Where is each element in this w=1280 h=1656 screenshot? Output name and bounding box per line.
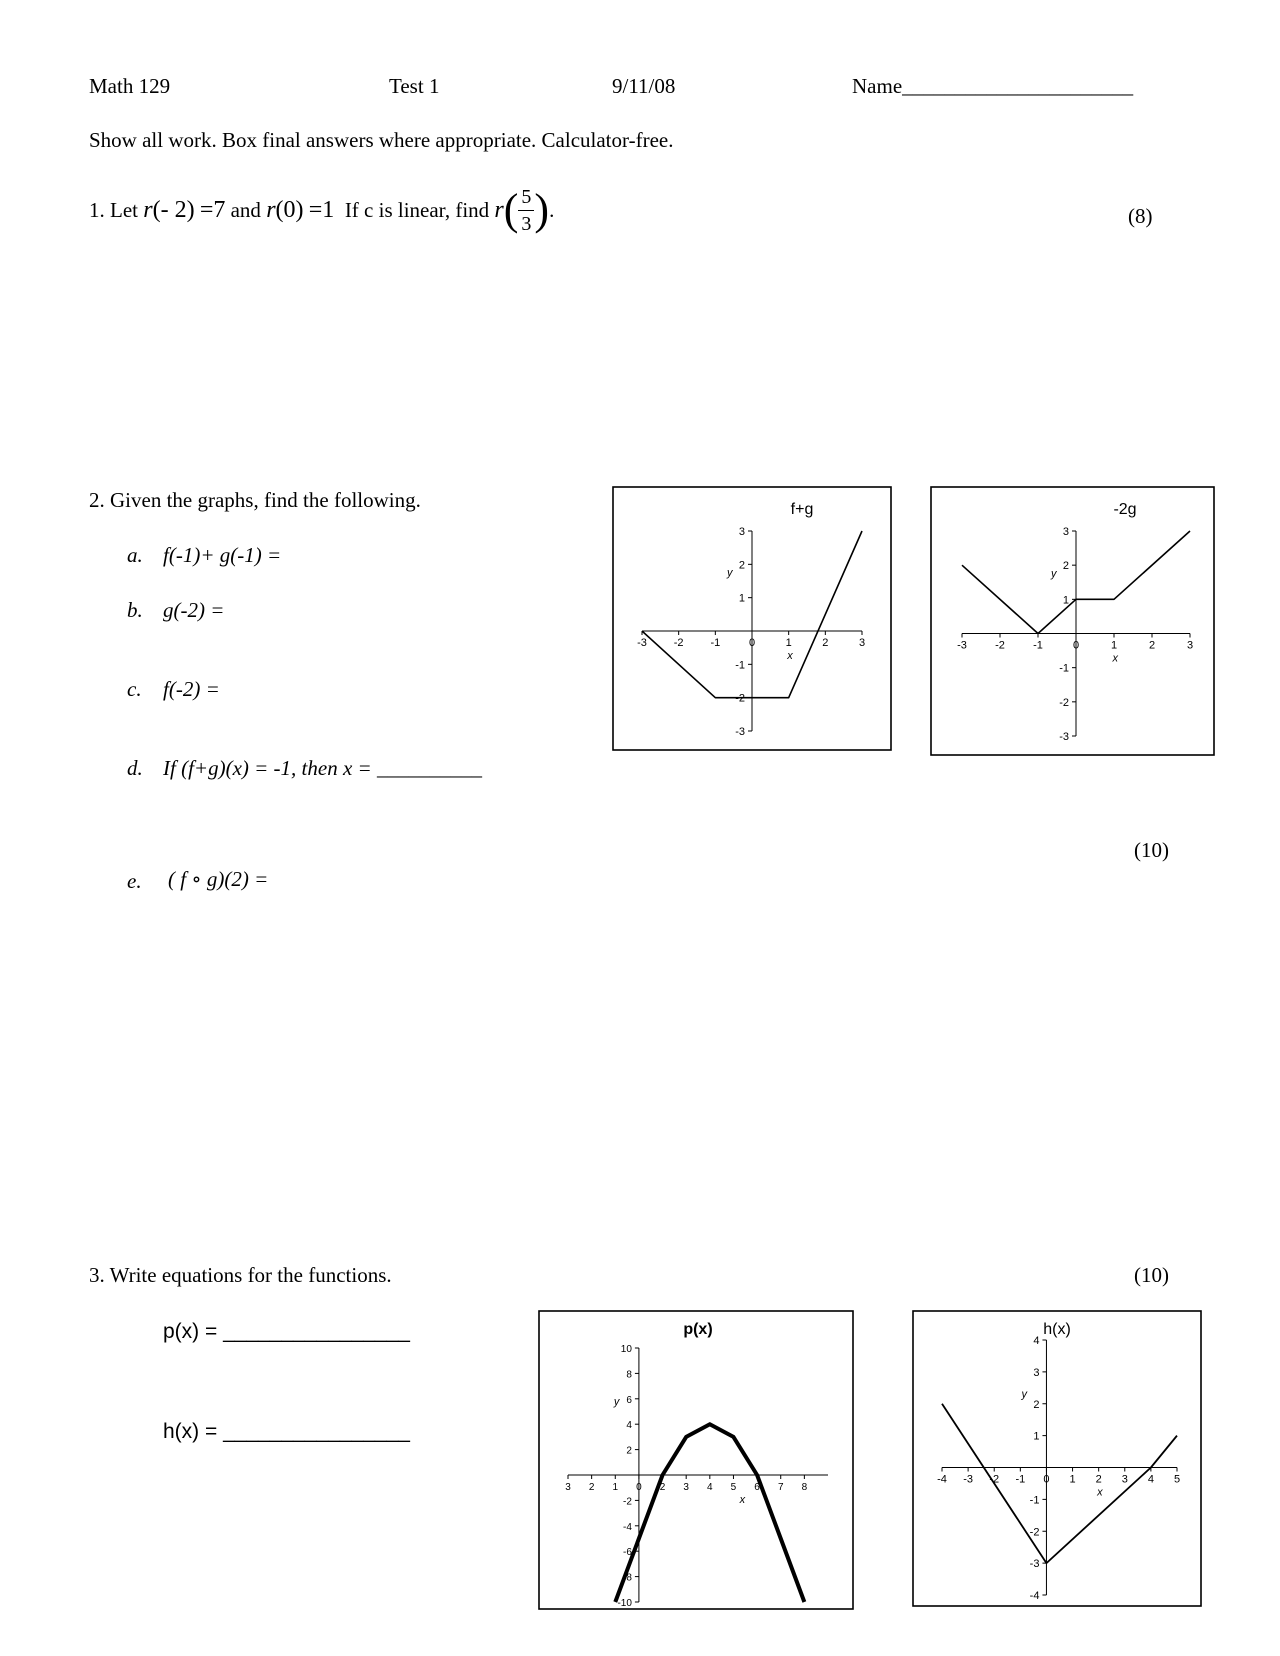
y-tick-label: 2 bbox=[738, 559, 745, 572]
x-tick-label: 1 bbox=[612, 1482, 619, 1493]
x-tick-label: -2 bbox=[995, 639, 1005, 652]
x-tick-label: -1 bbox=[710, 637, 721, 649]
q1-eq1: =7 bbox=[199, 196, 226, 223]
x-tick-label: -3 bbox=[637, 637, 647, 649]
y-tick-label: 1 bbox=[1062, 594, 1069, 607]
p-answer-line[interactable]: p(x) = ________________ bbox=[163, 1320, 410, 1343]
x-axis-label: x bbox=[1112, 652, 1118, 665]
q1-and: and bbox=[230, 197, 261, 222]
question-1 bbox=[89, 178, 554, 242]
q2-points: (10) bbox=[1134, 838, 1169, 862]
graph-title: f+g bbox=[790, 501, 814, 518]
q3-points: (10) bbox=[1134, 1263, 1169, 1287]
q2-prompt: 2. Given the graphs, find the following. bbox=[89, 488, 421, 512]
y-tick-label: 3 bbox=[1033, 1366, 1040, 1379]
x-tick-label: 2 bbox=[659, 1482, 666, 1493]
q2-part-c-text: f(-2) = bbox=[163, 677, 220, 701]
y-tick-label: -1 bbox=[1059, 662, 1069, 675]
x-tick-label: 0 bbox=[636, 1482, 642, 1493]
q1-r3: r bbox=[494, 196, 504, 223]
test-date: 9/11/08 bbox=[612, 74, 676, 98]
q1-number: 1. Let bbox=[89, 197, 138, 222]
q2-part-e-text: ( f ∘ g)(2) = bbox=[168, 867, 269, 891]
q1-eq2: =1 bbox=[308, 196, 335, 223]
y-tick-label: -1 bbox=[1029, 1494, 1040, 1507]
x-axis-label: x bbox=[787, 650, 793, 662]
x-tick-label: 2 bbox=[1095, 1473, 1102, 1486]
y-tick-label: -2 bbox=[623, 1496, 632, 1508]
y-axis-label: y bbox=[1021, 1388, 1027, 1401]
x-tick-label: 3 bbox=[1186, 639, 1194, 652]
x-tick-label: -3 bbox=[957, 639, 967, 652]
q3-prompt: 3. Write equations for the functions. bbox=[89, 1263, 392, 1287]
x-tick-label: 0 bbox=[1072, 639, 1080, 652]
x-tick-label: 0 bbox=[748, 637, 756, 649]
q2-part-b-label: b. bbox=[127, 598, 143, 622]
fraction-five-thirds bbox=[518, 187, 534, 234]
course-title: Math 129 bbox=[89, 74, 171, 98]
graph-f-plus-g bbox=[612, 486, 892, 751]
x-tick-label: 2 bbox=[1148, 639, 1156, 652]
y-tick-label: 8 bbox=[626, 1369, 632, 1381]
x-tick-label: -1 bbox=[1015, 1473, 1026, 1486]
y-tick-label: -3 bbox=[1059, 731, 1069, 743]
y-tick-label: 4 bbox=[1033, 1335, 1040, 1347]
q1-period: . bbox=[549, 197, 555, 222]
y-tick-label: 6 bbox=[626, 1394, 632, 1406]
q1-r: r bbox=[143, 196, 153, 223]
q1-arg1: (- 2) bbox=[152, 196, 195, 223]
x-tick-label: 2 bbox=[588, 1482, 595, 1493]
x-tick-label: -4 bbox=[937, 1473, 947, 1486]
y-tick-label: -2 bbox=[735, 692, 745, 705]
y-tick-label: -3 bbox=[1029, 1558, 1040, 1571]
x-tick-label: 1 bbox=[1069, 1473, 1076, 1486]
x-tick-label: -2 bbox=[673, 637, 684, 649]
q2-part-d-label: d. bbox=[127, 756, 143, 780]
q1-text: If c is linear, find bbox=[344, 197, 490, 222]
x-tick-label: 3 bbox=[683, 1482, 689, 1493]
q1-r2: r bbox=[266, 196, 276, 223]
x-tick-label: 7 bbox=[777, 1482, 784, 1493]
test-title: Test 1 bbox=[389, 74, 440, 98]
y-tick-label: 2 bbox=[626, 1445, 632, 1457]
y-tick-label: 3 bbox=[738, 526, 745, 538]
graph-title: p(x) bbox=[683, 1321, 713, 1338]
graph-p bbox=[538, 1310, 854, 1610]
q2-part-a-text: f(-1)+ g(-1) = bbox=[163, 543, 282, 567]
y-axis-label: y bbox=[613, 1396, 620, 1409]
x-tick-label: 2 bbox=[822, 637, 829, 649]
y-tick-label: 2 bbox=[1062, 560, 1069, 573]
y-tick-label: -4 bbox=[623, 1521, 632, 1533]
y-tick-label: 1 bbox=[1033, 1430, 1040, 1443]
q2-part-e-label: e. bbox=[127, 869, 142, 893]
x-tick-label: 5 bbox=[730, 1482, 737, 1493]
x-tick-label: 5 bbox=[1173, 1473, 1181, 1486]
y-tick-label: -2 bbox=[1059, 696, 1069, 709]
x-axis-label: x bbox=[1097, 1486, 1103, 1499]
q2-part-a-label: a. bbox=[127, 543, 143, 567]
q1-arg2: (0) bbox=[275, 196, 304, 223]
q1-points: (8) bbox=[1128, 204, 1153, 228]
y-tick-label: -3 bbox=[735, 726, 745, 738]
y-tick-label: -2 bbox=[1029, 1526, 1040, 1539]
q2-part-b-text: g(-2) = bbox=[163, 598, 225, 622]
graph-title: -2g bbox=[1113, 501, 1137, 518]
x-tick-label: 3 bbox=[1121, 1473, 1128, 1486]
y-tick-label: 3 bbox=[1062, 526, 1069, 538]
x-tick-label: -2 bbox=[989, 1473, 1000, 1486]
x-tick-label: 1 bbox=[785, 637, 792, 649]
y-tick-label: 10 bbox=[620, 1344, 632, 1355]
y-tick-label: 2 bbox=[1033, 1398, 1040, 1411]
x-tick-label: -1 bbox=[1033, 639, 1043, 652]
x-tick-label: 6 bbox=[754, 1482, 760, 1493]
q2-part-d-text[interactable]: If (f+g)(x) = -1, then x = __________ bbox=[163, 756, 482, 780]
left-paren: ( bbox=[503, 185, 519, 234]
y-tick-label: 1 bbox=[738, 592, 745, 605]
x-axis-label: x bbox=[739, 1494, 746, 1506]
frac-numerator: 5 bbox=[521, 185, 532, 208]
graph-frame bbox=[539, 1311, 853, 1609]
h-answer-line[interactable]: h(x) = ________________ bbox=[163, 1420, 410, 1443]
y-tick-label: -1 bbox=[735, 659, 745, 672]
x-tick-label: 0 bbox=[1043, 1473, 1050, 1486]
instructions: Show all work. Box final answers where appropriate. Calculator-free. bbox=[89, 128, 674, 152]
x-tick-label: 4 bbox=[1147, 1473, 1154, 1486]
q2-part-c-label: c. bbox=[127, 677, 142, 701]
x-tick-label: 8 bbox=[801, 1482, 808, 1493]
graph-frame bbox=[931, 487, 1214, 755]
name-field[interactable]: Name______________________ bbox=[852, 74, 1134, 98]
graph-h bbox=[912, 1310, 1202, 1607]
y-tick-label: -10 bbox=[617, 1598, 632, 1609]
x-tick-label: 3 bbox=[858, 637, 866, 649]
y-tick-label: 4 bbox=[626, 1420, 632, 1432]
y-tick-label: -4 bbox=[1029, 1590, 1040, 1602]
x-tick-label: 3 bbox=[565, 1482, 571, 1493]
x-tick-label: 1 bbox=[1110, 639, 1118, 652]
graph-title: h(x) bbox=[1043, 1321, 1071, 1338]
x-tick-label: 4 bbox=[707, 1482, 713, 1493]
y-tick-label: -6 bbox=[623, 1547, 632, 1559]
frac-denominator: 3 bbox=[521, 212, 532, 235]
y-axis-label: y bbox=[1051, 568, 1057, 581]
graph-neg-2g bbox=[930, 486, 1215, 756]
right-paren: ) bbox=[534, 185, 550, 234]
x-tick-label: -3 bbox=[963, 1473, 974, 1486]
y-axis-label: y bbox=[727, 567, 733, 579]
y-tick-label: -8 bbox=[623, 1572, 632, 1584]
